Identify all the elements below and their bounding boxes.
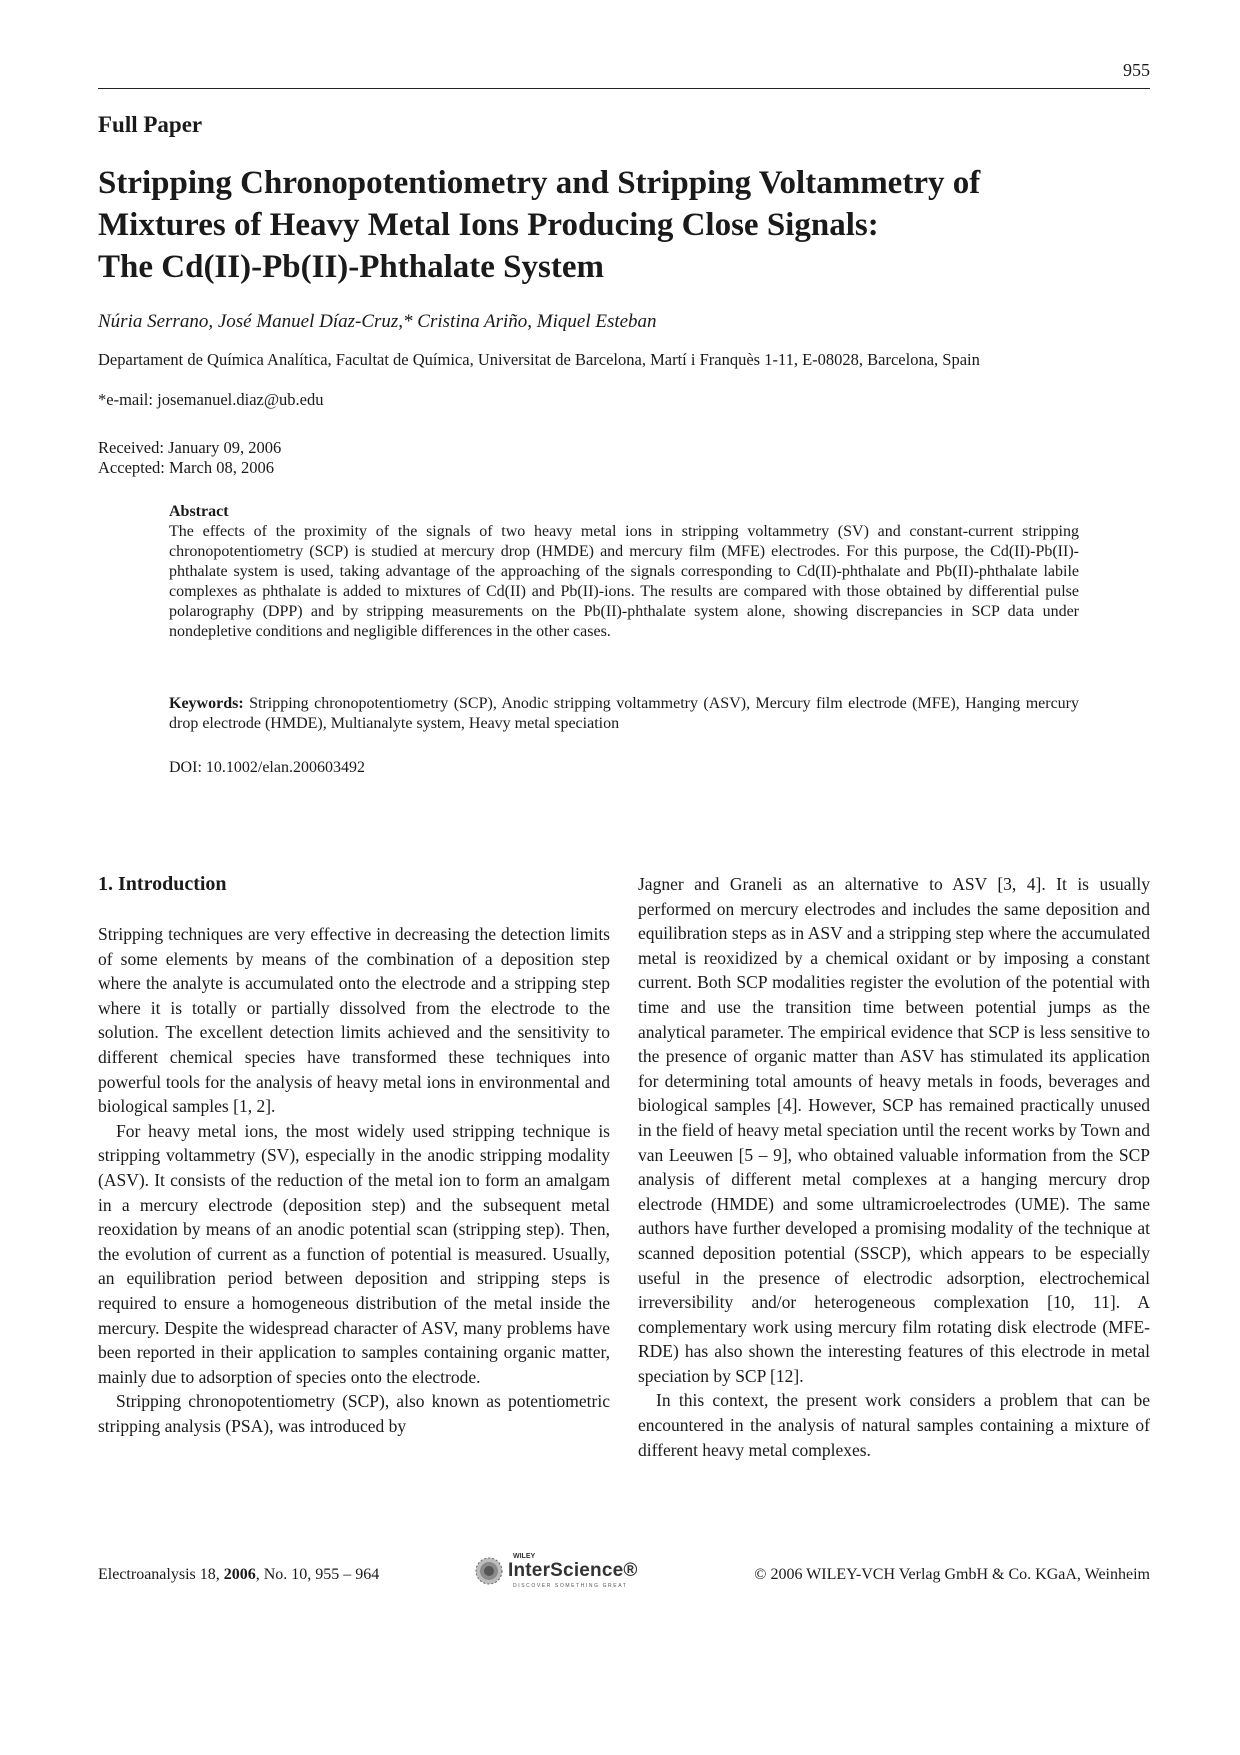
- paragraph: Jagner and Graneli as an alternative to ASV [3, 4]. It is usually performed on mercury electrodes and includes the same deposition and equilibration steps as in ASV and a stripping step where the accumulated metal is reoxidized by a chemical oxidant or by imposing a constant current. Both SCP modalities register the evolution of the potential with time and use the transition time between potential jumps as the analytical parameter. The empirical evidence that SCP is less sensitive to the presence of organic matter than ASV has stimulated its application for determining total amounts of heavy metals in foods, beverages and biological samples [4]. However, SCP has remained practically unused in the field of heavy metal speciation until the recent works by Town and van Leeuwen [5 – 9], who obtained valuable information from the SCP analysis of different metal complexes at a hanging mercury drop electrode (HMDE) and some ultramicroelectrodes (UME). The same authors have further developed a promising modality of the technique at scanned deposition potential (SSCP), which appears to be especially useful in the presence of electrodic adsorption, electrochemical irreversibility and/or heterogeneous complexation [10, 11]. A complementary work using mercury film rotating disk electrode (MFE-RDE) has also shown the interesting features of this electrode in metal speciation by SCP [12].: [638, 874, 1150, 1386]
- affiliation: Departament de Química Analítica, Facultat de Química, Universitat de Barcelona, Martí i Franquès 1-11, E-08028, Barcelona, Spain: [98, 350, 980, 369]
- logo-tagline: DISCOVER SOMETHING GREAT: [513, 1583, 628, 1589]
- authors: Núria Serrano, José Manuel Díaz-Cruz,* Cristina Ariño, Miquel Esteban: [98, 311, 657, 332]
- paragraph: Stripping techniques are very effective in decreasing the detection limits of some elements by means of the combination of a deposition step where the analyte is accumulated onto the electrode and a stripping step where it is totally or partially dissolved from the electrode to the solution. The excellent detection limits achieved and the sensitivity to different chemical species have transformed these techniques into powerful tools for the analysis of heavy metal ions in environmental and biological samples [1, 2].: [98, 924, 610, 1117]
- logo-wiley-text: WILEY: [513, 1553, 536, 1560]
- title-line: Mixtures of Heavy Metal Ions Producing Close Signals:: [98, 207, 879, 243]
- journal-citation: [98, 1566, 379, 1584]
- section-label: Full Paper: [98, 112, 203, 137]
- paper-title: [98, 162, 1158, 288]
- keywords-text: Stripping chronopotentiometry (SCP), Anodic stripping voltammetry (ASV), Mercury film electrode (MFE), Hanging mercury drop electrode (HMDE), Multianalyte system, Heavy metal speciation: [169, 695, 1079, 732]
- paragraph: For heavy metal ions, the most widely used stripping technique is stripping voltammetry (SV), especially in the anodic stripping modality (ASV). It consists of the reduction of the metal ion to form an amalgam in a mercury electrode (deposition step) and the subsequent metal reoxidation by means of an anodic potential scan (stripping step). Then, the evolution of current as a function of potential is measured. Usually, an equilibration period between deposition and stripping steps is required to ensure a homogeneous distribution of the metal inside the mercury. Despite the widespread character of ASV, many problems have been reported in their application to samples containing organic matter, mainly due to adsorption of species onto the electrode.: [98, 1120, 610, 1387]
- page-number: 955: [1123, 60, 1150, 80]
- email-link[interactable]: *e-mail: josemanuel.diaz@ub.edu: [98, 390, 324, 409]
- doi[interactable]: DOI: 10.1002/elan.200603492: [169, 759, 365, 776]
- abstract-heading: Abstract: [169, 503, 229, 520]
- right-column: [638, 872, 1150, 1462]
- dates: [98, 438, 281, 478]
- paragraph: In this context, the present work considers a problem that can be encountered in the analysis of natural samples containing a mixture of different heavy metal complexes.: [638, 1390, 1150, 1460]
- logo-interscience-text: InterScience®: [508, 1560, 638, 1581]
- journal-name: Electroanalysis 18,: [98, 1566, 220, 1583]
- paragraph: Stripping chronopotentiometry (SCP), also known as potentiometric stripping analysis (PSA), was introduced by: [98, 1391, 610, 1436]
- copyright: © 2006 WILEY-VCH Verlag GmbH & Co. KGaA, Weinheim: [754, 1566, 1150, 1583]
- left-column: [98, 922, 610, 1438]
- journal-year: 2006: [223, 1566, 256, 1583]
- title-line: Stripping Chronopotentiometry and Stripping Voltammetry of: [98, 165, 981, 201]
- globe-icon: [474, 1556, 504, 1586]
- header-rule: [98, 88, 1150, 89]
- accepted-date: Accepted: March 08, 2006: [98, 458, 274, 477]
- abstract-text: The effects of the proximity of the signals of two heavy metal ions in stripping voltammetry (SV) and constant-current stripping chronopotentiometry (SCP) is studied at mercury drop (HMDE) and mercury film (MFE) electrodes. For this purpose, the Cd(II)-Pb(II)-phthalate system is used, taking advantage of the approaching of the signals corresponding to Cd(II)-phthalate and Pb(II)-phthalate labile complexes as phthalate is added to mixtures of Cd(II) and Pb(II)-ions. The results are compared with those obtained by differential pulse polarography (DPP) and by stripping measurements on the Pb(II)-phthalate system alone, showing discrepancies in SCP data under nondepletive conditions and negligible differences in the other cases.: [169, 523, 1079, 640]
- title-line: The Cd(II)-Pb(II)-Phthalate System: [98, 249, 604, 285]
- abstract: [169, 502, 1079, 642]
- journal-issue: , No. 10, 955 – 964: [255, 1566, 380, 1583]
- received-date: Received: January 09, 2006: [98, 438, 282, 457]
- keywords: [169, 694, 1079, 734]
- interscience-logo[interactable]: [468, 1552, 638, 1592]
- introduction-heading: 1. Introduction: [98, 873, 227, 895]
- keywords-label: Keywords:: [169, 695, 244, 712]
